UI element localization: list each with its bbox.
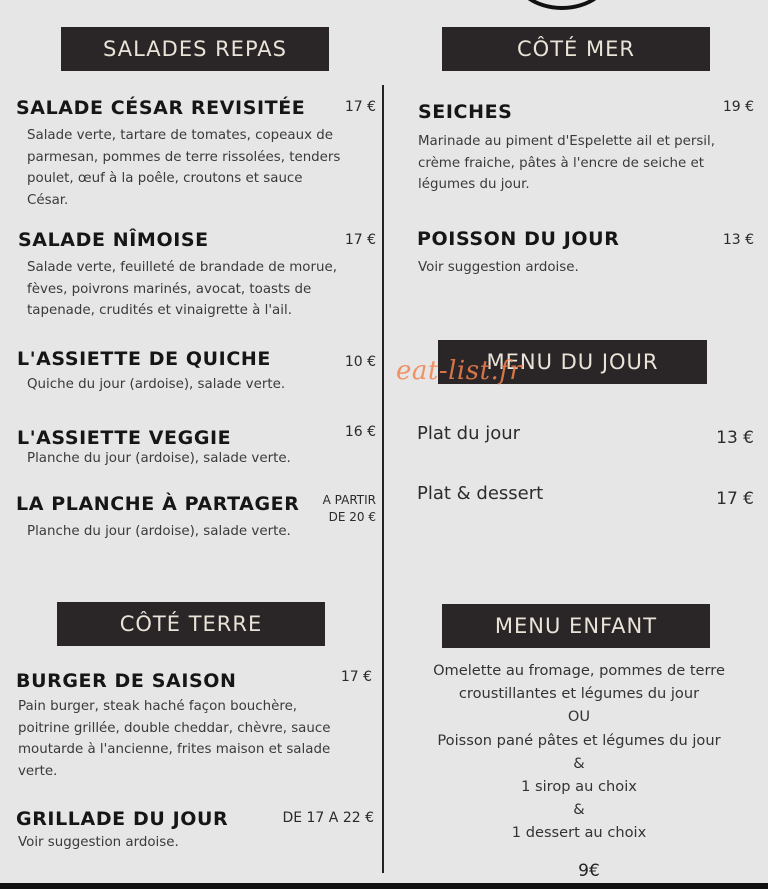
dish-name: SALADE CÉSAR REVISITÉE: [16, 97, 306, 119]
section-banner-terre: [57, 602, 325, 646]
dish-description: Quiche du jour (ardoise), salade verte.: [27, 377, 286, 392]
dish-name: GRILLADE DU JOUR: [16, 808, 229, 830]
dish-price: 13 €: [722, 232, 754, 248]
dish-price: 17 €: [344, 232, 376, 248]
menu-option: Plat du jour: [417, 423, 521, 444]
section-title: CÔTÉ TERRE: [119, 612, 263, 636]
dish-description: Voir suggestion ardoise.: [418, 260, 579, 275]
menu-option: Plat & dessert: [417, 483, 544, 504]
dish-name: L'ASSIETTE VEGGIE: [17, 427, 232, 449]
dish-price: 16 €: [344, 424, 376, 440]
dish-description: Planche du jour (ardoise), salade verte.: [27, 524, 291, 539]
dish-description: Marinade au piment d'Espelette ail et persil, crème fraiche, pâtes à l'encre de seiche et légumes du jour.: [418, 134, 715, 192]
dish-price: 10 €: [344, 354, 376, 370]
section-title: MENU ENFANT: [494, 614, 658, 638]
menu-price: 13 €: [716, 428, 754, 448]
dish-name: SEICHES: [418, 101, 513, 123]
column-divider: [382, 85, 384, 873]
section-title: MENU DU JOUR: [486, 350, 659, 374]
dish-description: Planche du jour (ardoise), salade verte.: [27, 451, 291, 466]
menu-price: 17 €: [716, 489, 754, 509]
dish-description: Voir suggestion ardoise.: [18, 835, 179, 850]
dish-description: Pain burger, steak haché façon bouchère, poitrine grillée, double cheddar, chèvre, sauce moutarde à l'ancienne, frites maison et salade verte.: [18, 699, 331, 779]
section-banner-enfant: [442, 604, 710, 648]
dish-price: 17 €: [340, 669, 372, 685]
section-banner-salades: [61, 27, 329, 71]
dish-name: L'ASSIETTE DE QUICHE: [17, 348, 271, 370]
bottom-border: [0, 883, 768, 889]
dish-name: LA PLANCHE À PARTAGER: [16, 493, 300, 515]
section-title: SALADES REPAS: [103, 37, 287, 61]
dish-name: BURGER DE SAISON: [16, 670, 237, 692]
watermark: eat-list.fr: [396, 356, 523, 386]
dish-price: 19 €: [722, 99, 754, 115]
dish-description: Salade verte, tartare de tomates, copeaux de parmesan, pommes de terre rissolées, tenders poulet, œuf à la poêle, croutons et sauce César.: [27, 128, 341, 208]
dish-name: SALADE NÎMOISE: [18, 229, 209, 251]
dish-name: POISSON DU JOUR: [417, 228, 620, 250]
section-banner-mer: [442, 27, 710, 71]
dish-price: 17 €: [344, 99, 376, 115]
kids-menu-details: Omelette au fromage, pommes de terre croustillantes et légumes du jour OU Poisson pané pâtes et légumes du jour & 1 sirop au choix & 1 dessert au choix: [433, 662, 725, 842]
section-title: CÔTÉ MER: [517, 37, 635, 61]
dish-price: A PARTIR DE 20 €: [322, 493, 376, 524]
kids-menu-price: 9€: [578, 861, 600, 881]
dish-price: DE 17 A 22 €: [282, 810, 374, 826]
dish-description: Salade verte, feuilleté de brandade de morue, fèves, poivrons marinés, avocat, toasts de tapenade, crudités et vinaigrette à l'ail.: [27, 260, 337, 318]
logo-emblem: [512, 0, 612, 10]
